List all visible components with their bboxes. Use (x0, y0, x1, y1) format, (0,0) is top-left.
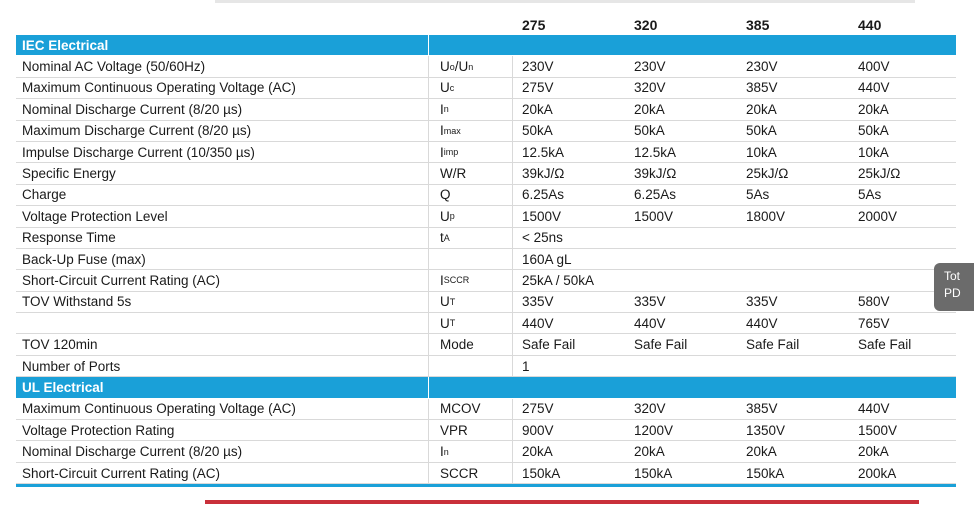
table-row (16, 420, 956, 441)
side-tab-line1: Tot (944, 269, 961, 283)
row-symbol: U p (440, 208, 455, 224)
value-cell: 385V (746, 401, 778, 417)
row-symbol: t A (440, 230, 450, 246)
value-cell: 765V (858, 315, 890, 331)
value-cell: 6.25As (522, 187, 565, 203)
row-label: TOV 120min (22, 337, 98, 353)
value-cell: 1500V (522, 208, 562, 224)
row-label: Nominal Discharge Current (8/20 µs) (22, 444, 243, 460)
column-header-385: 385 (746, 16, 770, 33)
value-cell: 39kJ/Ω (634, 166, 677, 182)
value-cell: 275V (522, 401, 554, 417)
value-cell: 1350V (746, 422, 786, 438)
ul-section-header (16, 377, 956, 398)
value-cell: 440V (634, 315, 666, 331)
table-row (16, 99, 956, 120)
value-cell (746, 356, 856, 376)
value-cell: 50kA (858, 123, 889, 139)
row-symbol: SCCR (440, 465, 479, 481)
table-row (16, 185, 956, 206)
value-cell: 12.5kA (634, 144, 677, 160)
value-cell: 200kA (858, 465, 897, 481)
value-cell: 150kA (746, 465, 785, 481)
value-cell: 20kA (858, 444, 889, 460)
column-header-320: 320 (634, 16, 658, 33)
value-cell: 900V (522, 422, 554, 438)
table-row (16, 356, 956, 377)
value-cell: 20kA (522, 101, 553, 117)
table-row (16, 313, 956, 334)
value-cell: 20kA (746, 101, 777, 117)
iec-section-header (16, 35, 956, 56)
side-tab[interactable] (934, 263, 974, 311)
red-divider (205, 500, 919, 504)
row-label: TOV Withstand 5s (22, 294, 132, 310)
value-cell: 20kA (522, 444, 553, 460)
value-cell: 1500V (634, 208, 674, 224)
table-row (16, 249, 956, 270)
value-cell: 400V (858, 59, 890, 75)
value-cell: 150kA (634, 465, 673, 481)
row-label: Short-Circuit Current Rating (AC) (22, 272, 221, 288)
value-cell: Safe Fail (522, 337, 576, 353)
table-row (16, 228, 956, 249)
column-header-275: 275 (522, 16, 546, 33)
row-label: Maximum Discharge Current (8/20 µs) (22, 123, 252, 139)
row-symbol: W/R (440, 166, 467, 182)
row-label: Nominal AC Voltage (50/60Hz) (22, 59, 206, 75)
row-label (22, 313, 426, 333)
row-label: Number of Ports (22, 358, 121, 374)
table-row (16, 78, 956, 99)
table-row (16, 334, 956, 355)
table-row (16, 270, 956, 291)
value-cell: 230V (522, 59, 554, 75)
value-cell: 20kA (858, 101, 889, 117)
value-cell: 440V (858, 80, 890, 96)
value-cell: 275V (522, 80, 554, 96)
value-cell: 25kA / 50kA (522, 272, 595, 288)
value-cell (746, 270, 856, 290)
value-cell: 10kA (858, 144, 889, 160)
value-cell: 1800V (746, 208, 786, 224)
value-cell: 2000V (858, 208, 898, 224)
value-cell: 230V (746, 59, 778, 75)
value-cell (634, 270, 744, 290)
value-cell: 335V (746, 294, 778, 310)
value-cell: 50kA (522, 123, 553, 139)
row-symbol: I max (440, 123, 461, 139)
value-cell: 39kJ/Ω (522, 166, 565, 182)
iec-rows (16, 56, 956, 377)
row-symbol: U T (440, 294, 456, 310)
table-row (16, 142, 956, 163)
value-cell: 440V (746, 315, 778, 331)
iec-section-title: IEC Electrical (22, 37, 109, 53)
value-cell: 230V (634, 59, 666, 75)
row-label: Charge (22, 187, 67, 203)
table-row (16, 163, 956, 184)
value-cell: 5As (858, 187, 882, 203)
row-symbol (440, 356, 510, 376)
row-label: Voltage Protection Rating (22, 422, 175, 438)
column-header-440: 440 (858, 16, 882, 33)
row-label: Back-Up Fuse (max) (22, 251, 146, 267)
value-cell: 150kA (522, 465, 561, 481)
value-cell (858, 228, 958, 248)
table-row (16, 463, 956, 484)
row-label: Specific Energy (22, 166, 116, 182)
value-cell: 335V (634, 294, 666, 310)
row-label: Maximum Continuous Operating Voltage (AC) (22, 401, 296, 417)
value-cell: 1 (522, 358, 530, 374)
value-cell: 20kA (634, 101, 665, 117)
table-row (16, 399, 956, 420)
value-cell (746, 249, 856, 269)
row-symbol: U T (440, 315, 456, 331)
side-tab-line2: PD (944, 286, 961, 300)
table-row (16, 292, 956, 313)
value-cell: 25kJ/Ω (746, 166, 789, 182)
table-row (16, 56, 956, 77)
row-symbol: I n (440, 444, 449, 460)
value-cell (858, 356, 958, 376)
row-label: Short-Circuit Current Rating (AC) (22, 465, 221, 481)
ul-section-title: UL Electrical (22, 379, 104, 395)
row-label: Maximum Continuous Operating Voltage (AC) (22, 80, 296, 96)
value-cell: 20kA (634, 444, 665, 460)
table-bottom-rule (16, 484, 956, 487)
spec-table (16, 14, 956, 484)
value-cell: Safe Fail (746, 337, 800, 353)
value-cell: 1200V (634, 422, 674, 438)
row-symbol (440, 249, 510, 269)
value-cell (634, 228, 744, 248)
row-symbol: Q (440, 187, 451, 203)
top-faint-line (215, 0, 915, 3)
value-cell: 20kA (746, 444, 777, 460)
row-symbol: I SCCR (440, 272, 470, 288)
row-symbol: Mode (440, 337, 474, 353)
value-cell: 25kJ/Ω (858, 166, 901, 182)
value-cell: 385V (746, 80, 778, 96)
row-label: Nominal Discharge Current (8/20 µs) (22, 101, 243, 117)
value-cell (634, 249, 744, 269)
row-label: Impulse Discharge Current (10/350 µs) (22, 144, 255, 160)
value-cell: 12.5kA (522, 144, 565, 160)
row-label: Response Time (22, 230, 116, 246)
value-cell: 320V (634, 80, 666, 96)
value-cell: < 25ns (522, 230, 563, 246)
value-cell: 6.25As (634, 187, 677, 203)
row-label: Voltage Protection Level (22, 208, 168, 224)
row-symbol: MCOV (440, 401, 481, 417)
value-cell (634, 356, 744, 376)
value-cell: 5As (746, 187, 770, 203)
row-symbol: U c (440, 80, 455, 96)
value-cell: 1500V (858, 422, 898, 438)
table-row (16, 121, 956, 142)
row-symbol: I n (440, 101, 449, 117)
row-symbol: VPR (440, 422, 468, 438)
value-cell: 440V (522, 315, 554, 331)
row-symbol: U o /U n (440, 59, 474, 75)
value-cell: 440V (858, 401, 890, 417)
value-cell (746, 228, 856, 248)
value-cell: 10kA (746, 144, 777, 160)
ul-rows (16, 399, 956, 485)
value-cell: 50kA (746, 123, 777, 139)
column-header-row (16, 14, 956, 35)
value-cell: 320V (634, 401, 666, 417)
row-symbol: I imp (440, 144, 459, 160)
value-cell: 580V (858, 294, 890, 310)
value-cell: 335V (522, 294, 554, 310)
value-cell: Safe Fail (858, 337, 912, 353)
value-cell: 50kA (634, 123, 665, 139)
value-cell: 160A gL (522, 251, 572, 267)
value-cell: Safe Fail (634, 337, 688, 353)
table-row (16, 206, 956, 227)
table-row (16, 441, 956, 462)
